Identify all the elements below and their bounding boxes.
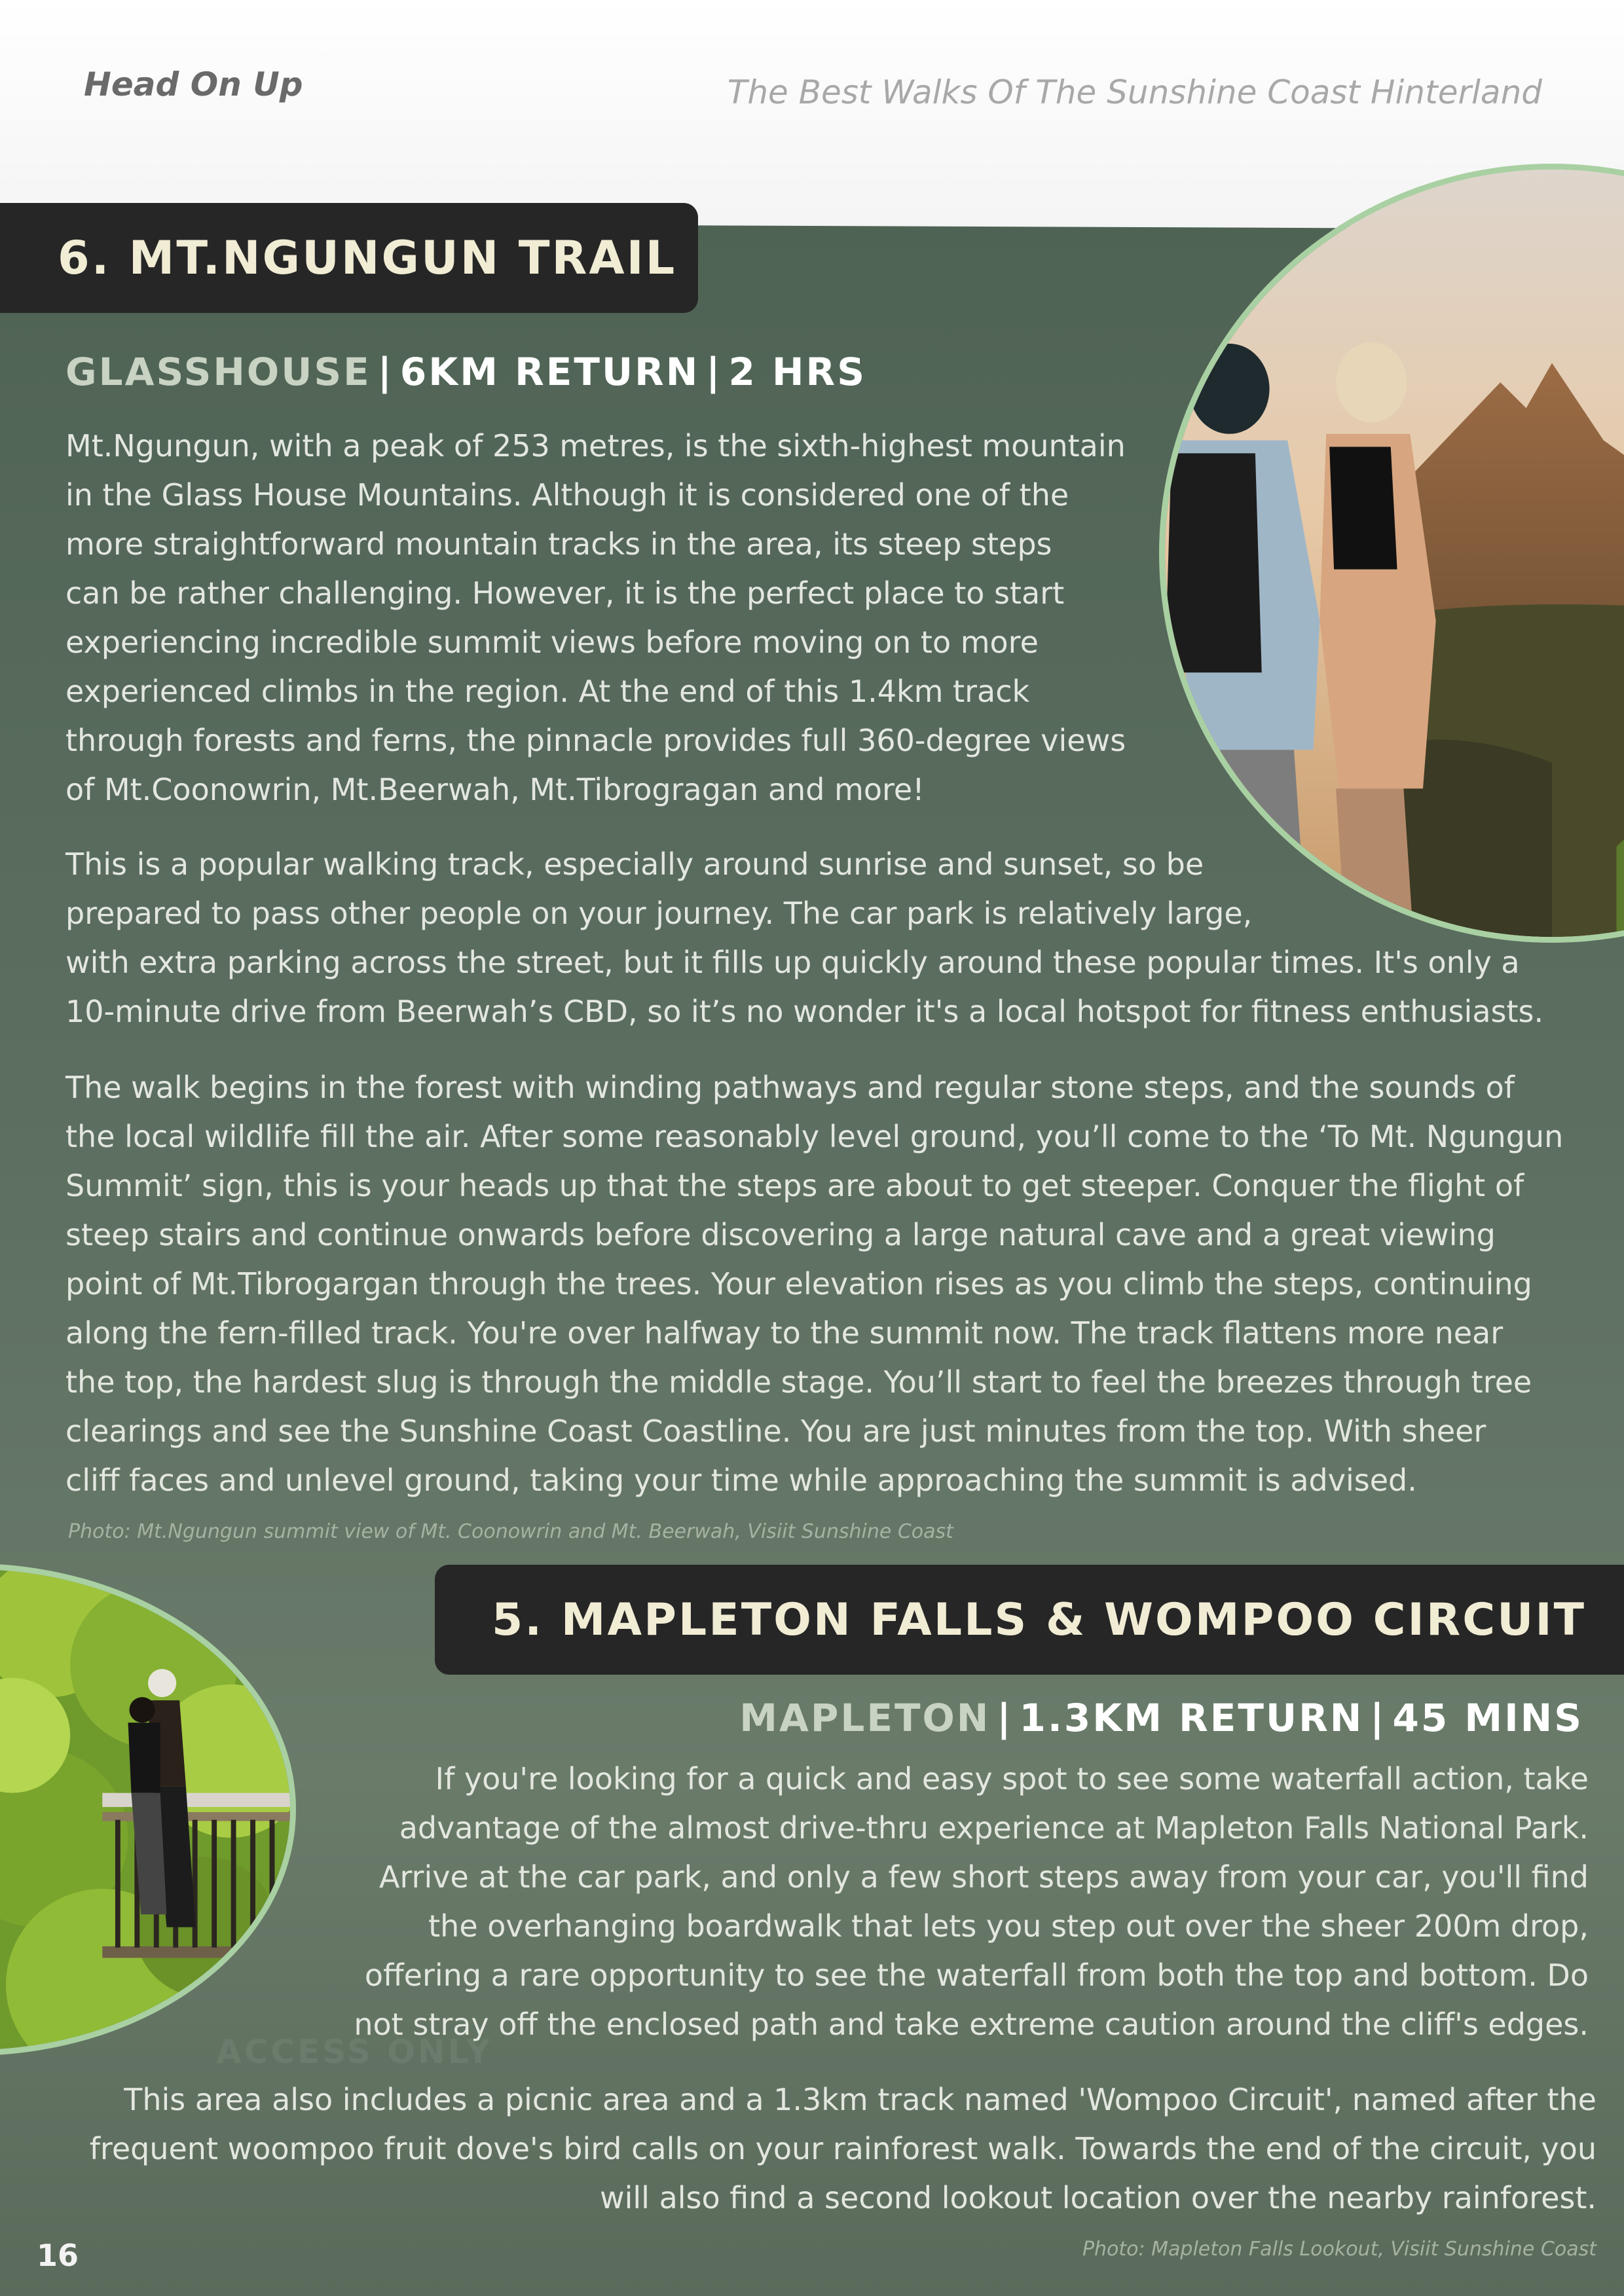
text-line: point of Mt.Tibrogargan through the trees. Your elevation rises as you climb the steps, continuing [65, 1266, 1532, 1302]
text-line: This area also includes a picnic area and a 1.3km track named 'Wompoo Circuit', named after the [124, 2082, 1596, 2117]
text-line: experienced climbs in the region. At the end of this 1.4km track [65, 674, 1030, 709]
section-title-mapleton [435, 1565, 1624, 1675]
guide-title: The Best Walks Of The Sunshine Coast Hinterland [727, 73, 1542, 111]
paragraph-mapleton-2 [90, 2075, 1596, 2223]
header-band [0, 0, 1624, 236]
paragraph-mapleton-1 [354, 1755, 1589, 2049]
paragraph-ngungun-3 [65, 1063, 1563, 1505]
text-line: Arrive at the car park, and only a few short steps away from your car, you'll find [378, 1859, 1589, 1895]
text-line: not stray off the enclosed path and take extreme caution around the cliff's edges. [354, 2007, 1589, 2042]
text-line: can be rather challenging. However, it is the perfect place to start [65, 575, 1065, 611]
text-line: This is a popular walking track, especially around sunrise and sunset, so be [65, 847, 1204, 882]
trail-location: GLASSHOUSE [65, 350, 371, 394]
paragraph-ngungun-1 [65, 422, 1126, 814]
text-line: frequent woompoo fruit dove's bird calls on your rainforest walk. Towards the end of the circuit, you [89, 2131, 1596, 2166]
section-title-ngungun [0, 203, 698, 313]
trail-duration: 45 MINS [1392, 1696, 1583, 1740]
text-line: offering a rare opportunity to see the waterfall from both the top and bottom. Do [364, 1958, 1589, 1993]
text-line: the overhanging boardwalk that lets you step out over the sheer 200m drop, [428, 1908, 1589, 1944]
text-line: If you're looking for a quick and easy spot to see some waterfall action, take [435, 1761, 1589, 1796]
trail-location: MAPLETON [739, 1696, 991, 1740]
text-line: more straightforward mountain tracks in the area, its steep steps [65, 526, 1052, 562]
trail-meta-ngungun: GLASSHOUSE | 6KM RETURN | 2 HRS [65, 350, 866, 394]
photo-caption-mapleton: Photo: Mapleton Falls Lookout, Visiit Sunshine Coast [1082, 2238, 1596, 2261]
text-line: Summit’ sign, this is your heads up that the steps are about to get steeper. Conquer the flight of [65, 1168, 1524, 1203]
text-line: the top, the hardest slug is through the middle stage. You’ll start to feel the breezes through tree [65, 1364, 1532, 1400]
brand-name: Head On Up [84, 65, 303, 103]
text-line: clearings and see the Sunshine Coast Coastline. You are just minutes from the top. With sheer [65, 1413, 1486, 1449]
text-line: cliff faces and unlevel ground, taking your time while approaching the summit is advised. [65, 1463, 1417, 1498]
text-line: along the fern-filled track. You're over halfway to the summit now. The track flattens more near [65, 1315, 1504, 1351]
text-line: 10-minute drive from Beerwah’s CBD, so it’s no wonder it's a local hotspot for fitness enthusiasts. [65, 994, 1544, 1029]
text-line: in the Glass House Mountains. Although it is considered one of the [65, 477, 1069, 513]
text-line: with extra parking across the street, but it fills up quickly around these popular times. It's only a [65, 945, 1520, 980]
text-line: experiencing incredible summit views before moving on to more [65, 625, 1039, 660]
section-title-text: 6. MT.NGUNGUN TRAIL [58, 231, 677, 285]
text-line: Mt.Ngungun, with a peak of 253 metres, is the sixth-highest mountain [65, 428, 1126, 464]
watermark-text: ACCESS ONLY [216, 2033, 493, 2071]
section-title-text: 5. MAPLETON FALLS & WOMPOO CIRCUIT [491, 1594, 1586, 1646]
text-line: the local wildlife fill the air. After some reasonably level ground, you’ll come to the ‘To Mt. Ngungun [65, 1119, 1564, 1154]
trail-duration: 2 HRS [728, 350, 866, 394]
text-line: will also find a second lookout location over the nearby rainforest. [600, 2180, 1596, 2215]
trail-distance: 1.3KM RETURN [1019, 1696, 1364, 1740]
trail-distance: 6KM RETURN [399, 350, 700, 394]
text-line: of Mt.Coonowrin, Mt.Beerwah, Mt.Tibrogragan and more! [65, 772, 925, 807]
trail-meta-mapleton: MAPLETON | 1.3KM RETURN | 45 MINS [739, 1696, 1583, 1740]
paragraph-ngungun-2 [65, 840, 1543, 1036]
text-line: prepared to pass other people on your journey. The car park is relatively large, [65, 896, 1253, 931]
photo-caption-ngungun: Photo: Mt.Ngungun summit view of Mt. Coonowrin and Mt. Beerwah, Visiit Sunshine Coast [68, 1520, 953, 1543]
text-line: through forests and ferns, the pinnacle provides full 360-degree views [65, 723, 1126, 758]
page-number: 16 [37, 2238, 79, 2273]
text-line: steep stairs and continue onwards before discovering a large natural cave and a great viewing [65, 1217, 1496, 1252]
text-line: The walk begins in the forest with winding pathways and regular stone steps, and the sounds of [65, 1070, 1515, 1105]
text-line: advantage of the almost drive-thru experience at Mapleton Falls National Park. [399, 1810, 1589, 1846]
